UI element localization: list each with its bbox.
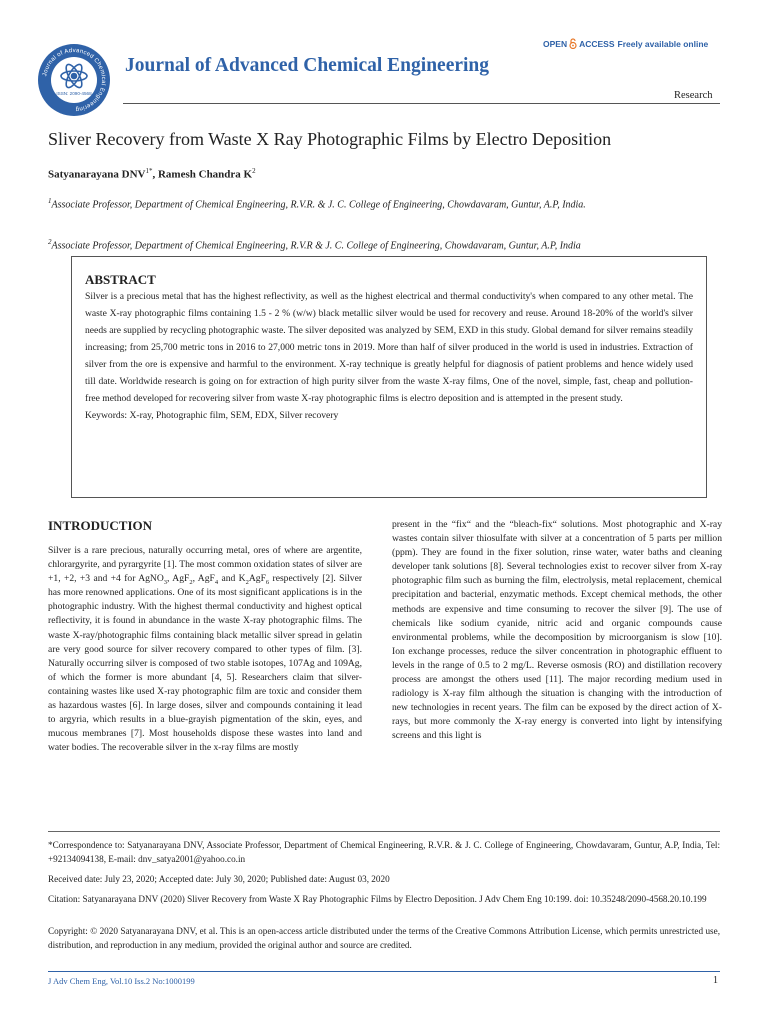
keywords: [85, 407, 693, 424]
abstract-heading: ABSTRACT: [85, 272, 156, 287]
access-label: ACCESS: [579, 38, 615, 49]
footnote-divider: [48, 831, 720, 832]
copyright-note: Copyright: © 2020 Satyanarayana DNV, et al. This is an open-access article distributed under the terms of the Creative Commons Attribution License, which permits unrestricted use, distribution, and reproduction in any medium, provided the original author and source are credited.: [48, 926, 720, 950]
author-2-marker: 2: [252, 167, 256, 175]
author-list: [48, 167, 256, 181]
open-access-badge[interactable]: [543, 38, 708, 49]
journal-logo: [36, 42, 112, 118]
page-number: 1: [713, 975, 718, 986]
author-2[interactable]: Ramesh Chandra K: [157, 168, 253, 181]
introduction-left-column: Silver is a rare precious, naturally occurring metal, ores of where are argentite, chlorargyrite, and pyrargyrite [1]. The most common oxidation states of silver are +1, +2, +3 and +4 for AgNO$_3$, AgF$_2$, AgF$_4$ and $K_2AgF_6$ respectively [2]. Silver has more renowned applications. One of its most significant applications is in the photographic industry. With the highest thermal conductivity and highest optical reflectivity, it is found in abundance in the waste X-ray photographic films. The waste X-ray/photographic films containing black metallic silver spread in gelatin are very good source for silver recovery compared to other types of film. [3]. Naturally occurring silver is composed of two stable isotopes, 107Ag and 109Ag, of which the former is more abundant [4, 5]. Researchers claim that silver-containing wastes like used X-ray photographic film are toxic and consider them as hazardous wastes [6]. In large doses, silver and compounds containing it lead to argyria, which results in a blue-grayish pigmentation of the skin, eyes, and mucous membranes [7]. Most households dispose these wastes into land and water bodies. The recoverable silver in the x-ray films are mostly: [48, 545, 363, 754]
freely-available-label: Freely available online: [617, 38, 709, 49]
open-label: OPEN: [543, 38, 568, 49]
author-separator: ,: [152, 168, 158, 181]
introduction-heading: INTRODUCTION: [48, 518, 153, 533]
introduction-right-column: present in the “fix“ and the “bleach-fix“ solutions. Most photographic and X-ray wastes contain silver thiosulfate with silver at a concentration of 5 parts per million (ppm). They are found in the fixer solution, rinse water, water baths and cleaning developer tank solutions [8]. Several technologies exist to recover silver from X-ray photographic film such as burning the film, electrolysis, metal replacement, chemical precipitation and bacterial, enzymatic methods. Except chemical methods, the other methods are expensive and time consuming to recover the silver [9]. The use of chemicals like sodium cyanide, nitric acid and organic compounds cause environmental problems, while the decomposition by microorganism is slow [10]. Ion exchange processes, reduce the silver concentration in photographic effluent to levels in the range of 0.5 to 2 mg/L. Reverse osmosis (RO) and distillation recovery process are amongst the others used [11]. The major recording medium used in radiology is X-ray film although the situation is changing with the introduction of new technologies in recent years. The film can be exposed by the direct action of X-rays, but more commonly the X-ray energy is converted into light by intensifying screens and this light is: [392, 519, 722, 742]
footer-journal-reference: J Adv Chem Eng, Vol.10 Iss.2 No:1000199: [48, 976, 195, 986]
journal-title: Journal of Advanced Chemical Engineering: [125, 55, 490, 76]
article-type-label: Research: [674, 90, 713, 101]
logo-issn: ISSN: 2090-4568: [56, 91, 92, 96]
affiliation-2-marker: 2: [48, 238, 52, 246]
journal-seal: [36, 42, 112, 118]
keywords-label: Keywords:: [85, 410, 128, 421]
affiliation-2: [48, 234, 720, 254]
abstract-text: Silver is a precious metal that has the highest reflectivity, as well as the highest electrical and thermal conductivity's when compared to any other metal. The waste X-ray photographic films containing 1.5 - 2 % (w/w) black metallic silver would be used for recovery and reuse. Around 18-20% of the world's silver needs are supplied by recycling photographic waste. The silver deposited was analyzed by SEM, EXD in this study. Global demand for silver remains steadily increasing; from 25,700 metric tons in 2016 to 27,000 metric tons in 2019. More than half of silver produced in the world is used in industries. Extraction of silver from the ore is expensive and harmful to the environment. X-ray technique is greatly helpful for diagnosis of patient problems and hence widely used till date. Worldwide research is going on for extraction of high purity silver from the waste X-ray films, One of the novel, simple, fast, cheap and pollution-free method developed for recovering silver from waste X-ray photographic films is electro deposition and is attempted in the present study.: [85, 291, 693, 404]
footer-divider: [48, 971, 720, 972]
keywords-list: X-ray, Photographic film, SEM, EDX, Silver recovery: [127, 410, 339, 421]
affiliation-2-text: Associate Professor, Department of Chemical Engineering, R.V.R & J. C. College of Engineering, Chowdavaram, Guntur, A.P, India: [51, 240, 581, 252]
abstract-box: [71, 256, 707, 498]
header-divider: [123, 103, 720, 104]
dates-note: Received date: July 23, 2020; Accepted date: July 30, 2020; Published date: August 03, 2020: [48, 874, 390, 884]
svg-text:Journal of Advanced Chemical E: Journal of Advanced Chemical Engineering: [42, 47, 107, 113]
affiliation-1-text: Associate Professor, Department of Chemical Engineering, R.V.R. & J. C. College of Engineering, Chowdavaram, Guntur, A.P, India.: [51, 199, 586, 211]
affiliation-1: [48, 193, 720, 213]
article-title: Sliver Recovery from Waste X Ray Photographic Films by Electro Deposition: [48, 129, 612, 149]
open-lock-icon: [569, 38, 577, 49]
author-1-marker: 1*: [145, 167, 153, 175]
affiliation-1-marker: 1: [48, 197, 52, 205]
author-1[interactable]: Satyanarayana DNV: [48, 168, 146, 181]
correspondence-note: *Correspondence to: Satyanarayana DNV, Associate Professor, Department of Chemical Engineering, R.V.R. & J. C. College of Engineering, Chowdavaram, Guntur, A.P, India, Tel: +92134094138, E-mail: dnv_satya2001@yahoo.co.in: [48, 840, 720, 864]
citation-note: Citation: Satyanarayana DNV (2020) Sliver Recovery from Waste X Ray Photographic Films by Electro Deposition. J Adv Chem Eng 10:199. doi: 10.35248/2090-4568.20.10.199: [48, 894, 707, 904]
